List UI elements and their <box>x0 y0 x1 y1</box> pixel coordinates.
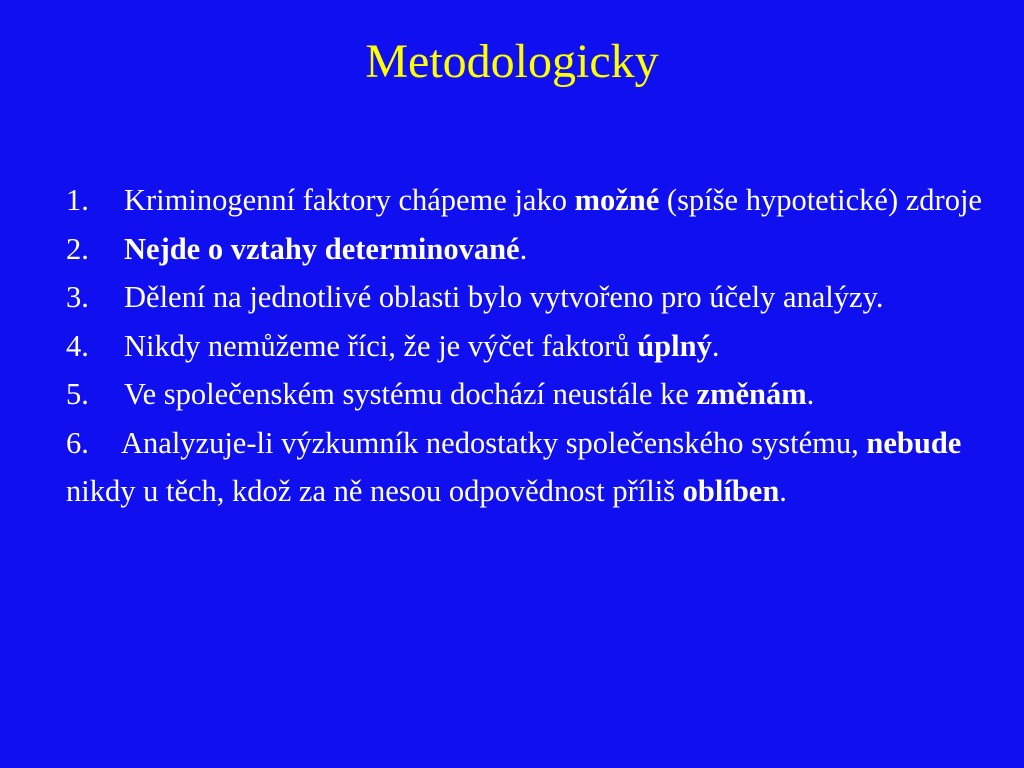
item-number: 2. <box>66 231 89 266</box>
item-number: 4. <box>66 328 89 363</box>
list-item-1 <box>66 176 996 225</box>
item-number: 1. <box>66 183 89 217</box>
item-text: Kriminogenní faktory chápeme jako <box>124 183 575 217</box>
slide-title: Metodologicky <box>365 35 659 88</box>
item-text: . <box>806 377 815 411</box>
item-text: . <box>779 474 787 508</box>
item-text: nikdy u těch, kdož za ně nesou odpovědnost příliš <box>66 474 683 508</box>
item-text: . <box>711 328 720 363</box>
item-text: Nikdy nemůžeme říci, že je výčet faktorů <box>124 328 638 363</box>
list-item-6 <box>66 419 996 516</box>
item-bold-text: nebude <box>866 425 962 460</box>
list-item-3 <box>66 273 996 322</box>
item-number: 5. <box>66 377 89 411</box>
item-number: 3. <box>66 280 89 314</box>
item-text: Analyzuje-li výzkumník nedostatky společenského systému, <box>121 425 867 460</box>
item-bold-text: oblíben <box>682 474 780 508</box>
item-number: 6. <box>66 425 89 460</box>
item-text: . <box>519 231 528 266</box>
item-text: (spíše hypotetické) zdroje <box>659 183 982 217</box>
item-bold-text: Nejde o vztahy determinované <box>124 231 520 266</box>
item-bold-text: úplný <box>637 328 712 363</box>
item-text: Dělení na jednotlivé oblasti bylo vytvořeno pro účely analýzy. <box>124 280 884 314</box>
item-text: Ve společenském systému dochází neustále ke <box>124 377 697 411</box>
item-bold-text: změnám <box>696 377 807 411</box>
list-item-2 <box>66 225 996 274</box>
slide-body <box>66 176 996 516</box>
item-bold-text: možné <box>574 183 660 217</box>
list-item-4 <box>66 322 996 371</box>
list-item-5 <box>66 370 996 419</box>
